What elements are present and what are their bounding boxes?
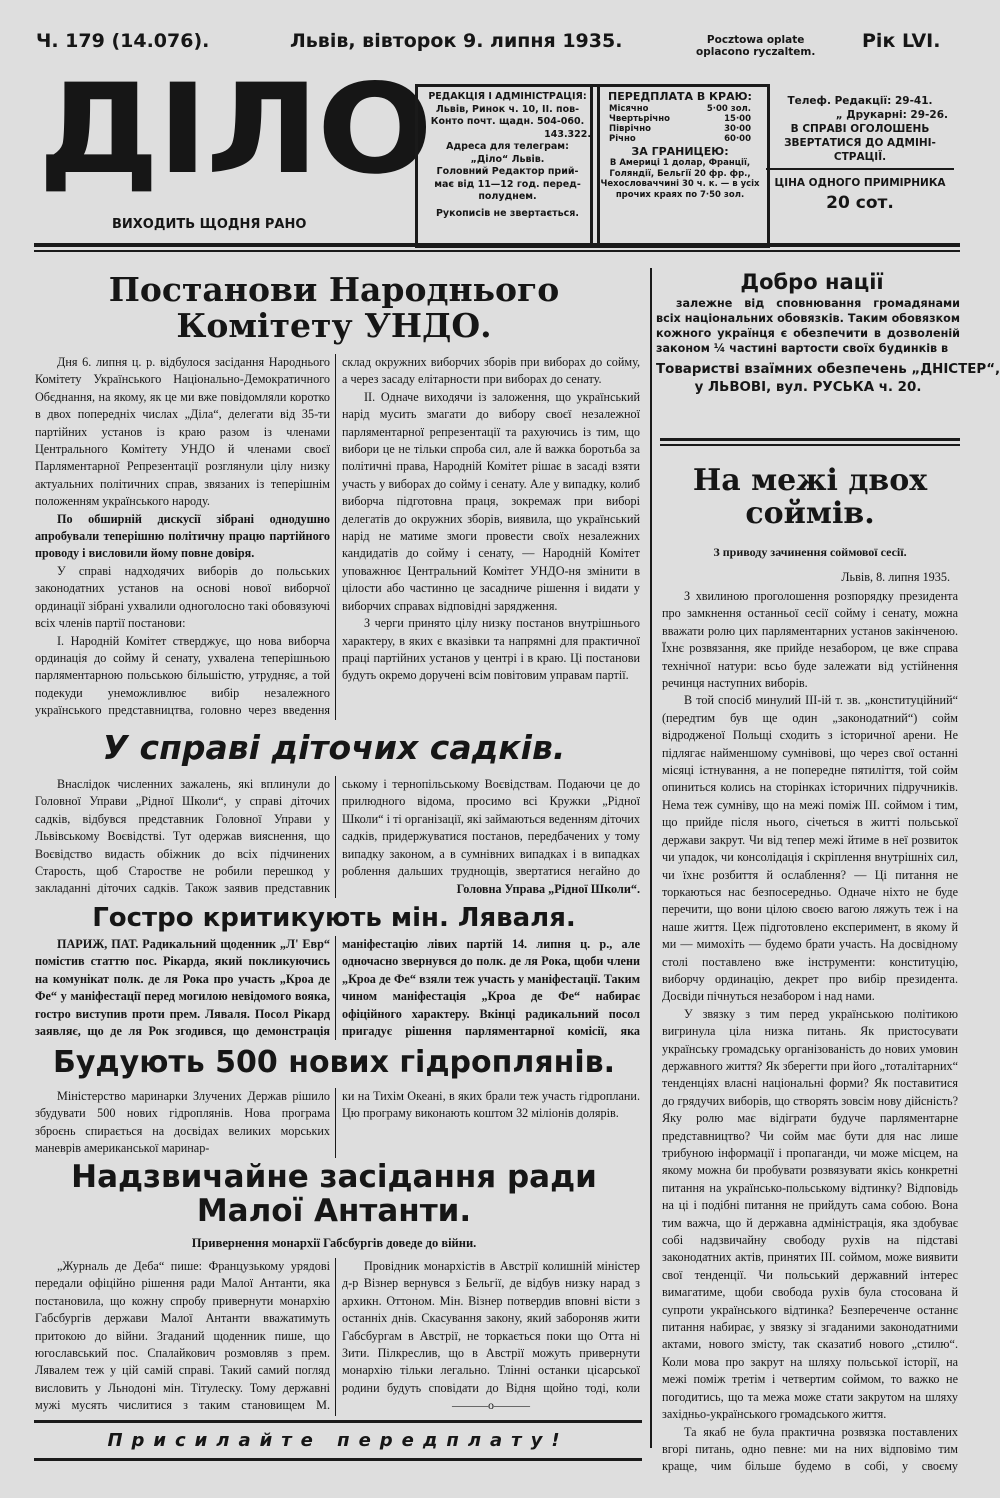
seyms-body: З хвилиною проголошення розпорядку президента про замкнення останньої сесії сойму і сенату, можна вважати ролю цих парляментарних установ закінченою. Їхнє розвязання, яке прийде незабором, це вже справа технічної натури: всьо буде залежати від устійнення речинця наступних виборів. В той спосіб минулий III-ій т. зв. „конституційний“ (передтим був ще один „законодатний“) сойм відродженої Польщі сходить з історичної арени. Не підлягає найменшому сумнівові, що через свої останні місяці істнування, а не попередне пятиліття, той сойм опиниться колись на сторінках історичних підручників. Нема теж сумніву, що на межі поміж III. соймом і тим, що прийде після нього, січеться в житті польської держави закрут. Чи від тепер межі йтиме в неї розвиток чи упадок, чи консолідація і скріплення внутрішніх сил, чи їхнє розбиття й ослаблення? — Ці питання не торкаються нас безпосередньо. Одначе ніхто не буде перечити, що вони цілою своєю вагою ляжуть теж і на наше життя. Цеж підготовлено експеримент, в якому й ми — мимохіть — будемо брати участь. На досвідному столі поставлено вже інструменти: конституцію, виборчу ординацію, декрет про вибір президента. Досвіди пічнуться незабором і над нами. У звязку з тим перед українською політикою вигринула ціла низка питань. Як пристосувати українську громадську організованість до нових умовин державного життя? Як зберегти при його „тоталітарних“ тенденціях власні національні форми? Як поставитися до грядучих виборів, що створять зовсім нову дійсність? Яку ролю має відіграти будуче парляментарне представництво? Чи сойм має бути для нас лише трибуною інформації і пропаганди, чи може місцем, на якому можна би пробувати розвязувати якісь конкретні питання на українсько-польському відтинку? Відповідь на ці і подібні питання не прийдуть сама собою. Вона тим важча, що й державна адміністрація, яка здобуває собі надзвичайну свободу рухів на підставі законодатних актів, принятих III. соймом, може виявити свої тенденції. Чи польський державний інтерес вимагатиме, щоби свобода рухів була стосована й супроти українського відтинка? Безпереченче останнє питання набирає, у звязку зі згаданими законодатними актами, нового змісту, так сказатиб нового „стилю“. Коли мова про закрут на шляху польської історії, на межі поміж третім і четвертим соймом, то важко не погодитись, що та межа може стати закрутом на шляху західньо-українського громадського життя. Та якаб не була практична розвязка поставлених вгорі питань, одно певне: ми на них відповімо тим краще, чим більше будемо в собі, у своєму [662,589,958,1474]
laval-column-1: ПАРИЖ, ПАТ. Радикальний щоденник „Л' Евр“ помістив статтю пос. Рікарда, який покликуючись на комунікат полк. де ля Рока про участь „Кроа де Фе“ у маніфестації перед могилою невідомого вояка, гостро виступив проти прем. Ляваля. Посол Рікард заявляє, що де ля Рок згодився, що демонстрація [35,937,330,1039]
headline-laval: Гостро критикують мін. Ляваля. [92,903,576,933]
column-rule [335,1088,336,1158]
contact-price-box: Телеф. Редакції: 29-41. „ Друкарні: 29-26. В СПРАВІ ОГОЛОШЕНЬ ЗВЕРТАТИСЯ ДО АДМІНІ- СТРАЦІЇ. ЦІНА ОДНОГО ПРИМІРНИКА 20 сот. [766,94,954,210]
ad-rule [660,438,960,441]
gardens-signature: Головна Управа „Рідної Школи“. [456,882,640,896]
column-rule [335,1258,336,1416]
subscription-row: Місячно 5·00 зол. [609,103,751,114]
column-rule [335,776,336,898]
column-rule [650,268,652,1448]
headline-gardens: У справі діточих садків. [102,728,566,767]
tagline: ВИХОДИТЬ ЩОДНЯ РАНО [112,217,307,232]
subscription-box: ПЕРЕДПЛАТА В КРАЮ: Місячно 5·00 зол. Чвертьрічно 15·00 Піврічно 30·00 Річно 60·00 ЗА ГРАНИЦЕЮ: В Америці 1 долар, Франції, Голяндії, Бельгії 20 фр. фр., Чехословаччині 30 ч. к. — в усіх прочих краях по 7·50 зол. [590,84,770,248]
seyms-dateline: Львів, 8. липня 1935. [841,570,950,584]
dnister-advertisement [656,270,1000,395]
ad-rule [660,444,960,446]
postage-note: Pocztowa oplate oplacono ryczaltem. [696,34,816,58]
place-date: Львів, вівторок 9. липня 1935. [290,30,623,52]
masthead-rule [34,250,960,252]
subscription-row: Піврічно 30·00 [609,123,751,134]
article-separator: ———o——— [452,1398,530,1412]
ad-body: залежне від сповнювання громадянами всіх національних обовязків. Таким обовязком кожного українця є обезпечити в дозволеній законом ¼ частині вартости своїх будинків в [656,297,960,355]
banner-rule [34,1420,642,1423]
subscription-row: Річно 60·00 [609,133,751,144]
headline-seaplanes: Будують 500 нових гідроплянів. [52,1045,615,1080]
masthead-rule [34,243,960,247]
entente-column-2: Провідник монархістів в Австрії колишній міністер д-р Візнер вернувся з Бельгії, де відбув низку нарад з архикн. Оттоном. Мін. Візнер потвердив вповні вісти з останніх днів. Скасування закону, який забороняв жити Габсбургам в Австрії, не торкається поки що Отта ні Зити. Пілкреслив, що в Австрії можуть привернути монархію тільки легально. Тлінні останки цісарської родини будуть сповідати до Відня щойно тоді, коли [342,1259,640,1395]
gardens-column-2: ському і тернопільському Воєвідствам. Подаючи це до прилюдного відома, просимо всі Кружки „Рідної Школи“ і ті організації, які займаються веденням діточих садків, придержуватися постанов, передбачених у тому випадку законом, а в сумнівних випадках і в випадках роблення дальших труднощів, звертатися негайно до [342,777,640,879]
column-rule [335,354,336,720]
editorial-info-box: РЕДАКЦІЯ І АДМІНІСТРАЦІЯ: Львів, Ринок ч. 10, II. пов- Конто почт. щадн. 504-060. 143.322. Адреса для телеграм: „Діло“ Львів. Головний Редактор прий- має від 11—12 год. перед- полуднем. Рукописів не звертається. [415,84,600,248]
seaplanes-column-1: Міністерство маринарки Злучених Держав рішило збудувати 500 нових гідроплянів. Нова програма зброєнь спирається на досвідах великих морських маневрів американської маринар- [35,1089,330,1156]
ad-address: у ЛЬВОВІ, вул. РУСЬКА ч. 20. [694,380,922,395]
undo-column-2: склад окружних виборчих зборів при виборах до сойму, а через засаду елітарности при виборах до сенату. II. Одначе виходячи із заложення, що український нарід мусить змагати до вибору своєї незалежної парляментарної репрезентації та рахуючись із тим, що вибори це не тільки спроба сил, але й важка боротьба за політичні права, Народній Комітет рішає в засаді взяти участь у виборах до сойму і сенату. Але у випадку, колиб виборча підготовна праця, зокремаж при виборі делегатів до окружних зборів, виявила, що український нарід не матиме змоги провести своїх незалежних кандидатів до сойму і сенату, — Народній Комітет уповажнює Центральний Комітет УНДО-ня змінити в цілости або частинно це засадниче рішення і видати у виборчих справах відповідні зарядження. З черги принято цілу низку постанов внутрішнього характеру, в яких є вказівки та напрямні для практичної праці партійних установ у центрі і в краю. Ці постанови будуть окремо доручені всім повітовим управам партії. [342,355,640,683]
ad-headline: Добро нації [740,270,884,294]
subscription-row: Чвертьрічно 15·00 [609,113,751,124]
entente-subhead: Привернення монархії Габсбургів доведе до війни. [191,1236,477,1250]
entente-column-1: „Журналь де Деба“ пише: Французькому урядові передали офіційно рішення ради Малої Антанти, яка постановила, що кожну спробу привернути монархію Габсбургів держави Малої Антанти вважатимуть притокою до війни. Згаданий щоденник пише, що югославський пос. Спалайкович розмовляв з прем. Лявалем теж у цій самій справі. Такий самий погляд висловить у Льнодоні мін. Тітулеску. Тому державні мужі мусять числитися з таким становищем М. [35,1259,330,1413]
gardens-column-1: Внаслідок численних зажалень, які вплинули до Головної Управи „Рідної Школи“, у справі діточих садків, відбувся представник Головної Управи у Львівському Воєвідстві. Тут одержав вияснення, що Воєвідство видасть обіжник до всіх підчинених Старость, щоб Старостве не робили перешкод у закладанні діточих садків. Також заявив представник [35,777,330,896]
headline-undo: Постанови Народнього Комітету УНДО. [108,270,560,346]
column-rule [335,936,336,1040]
laval-column-2: маніфестацію лівих партій 14. липня ц. р., але одночасно звернувся до полк. де ля Рока, щоби члени „Кроа де Фе“ взяли теж участь у маніфестації. Таким чином маніфестація „Кроа де Фе“ набирає офіційного характеру. Вкінці радикальний посол пригадує рішення парляментарної комісії, яка [342,937,640,1039]
banner-rule [34,1458,642,1461]
seyms-subhead: З приводу зачинення соймової сесії. [713,545,907,559]
subscribe-banner: Присилайте передплату! [107,1430,569,1451]
headline-seyms: На межі двох соймів. [692,463,928,531]
undo-column-1: Дня 6. липня ц. р. відбулося засідання Народнього Комітету Українського Національно-Демократичного Обєднання, на якому, як це ми вже повідомляли коротко в двох попередніх числах „Діла“, делегати від 35-ти партійних установ із краю разом із членами Центрального Комітету УНДО й членами своєї Парляментарної Репрезентації розглянули цілу низку актуальних політичних справ, звязаних із теперішнім положенням українського народу. По обширній дискусії зібрані однодушно апробували теперішню політичну працю партійного проводу і висловили йому повне довіря. У справі надходячих виборів до польських законодатних установ на основі нової виборчої ординації зібрані ухвалили одноголосно такі обовязуючі всіх членів партії постанови: І. Народній Комітет стверджує, що нова виборча ординація до сойму й сенату, ухвалена теперішньою парляментарною польською більшістю, утрудняє, а той подекуди унеможливлює вибір незалежного українського представництва, головно через введення [35,355,330,718]
headline-entente: Надзвичайне засідання ради Малої Антанти. [71,1159,597,1230]
ad-company: Товаристві взаїмних обезпечень „ДНІСТЕР“, [656,362,1000,377]
newspaper-title: ДІЛО [38,58,431,202]
issue-number: Ч. 179 (14.076). [36,30,210,52]
volume: Рік LVI. [862,30,941,52]
seaplanes-column-2: ки на Тихім Океані, в яких брали теж участь гідроплани. Цю програму виконають коштом 32 міліонів долярів. [342,1089,640,1121]
